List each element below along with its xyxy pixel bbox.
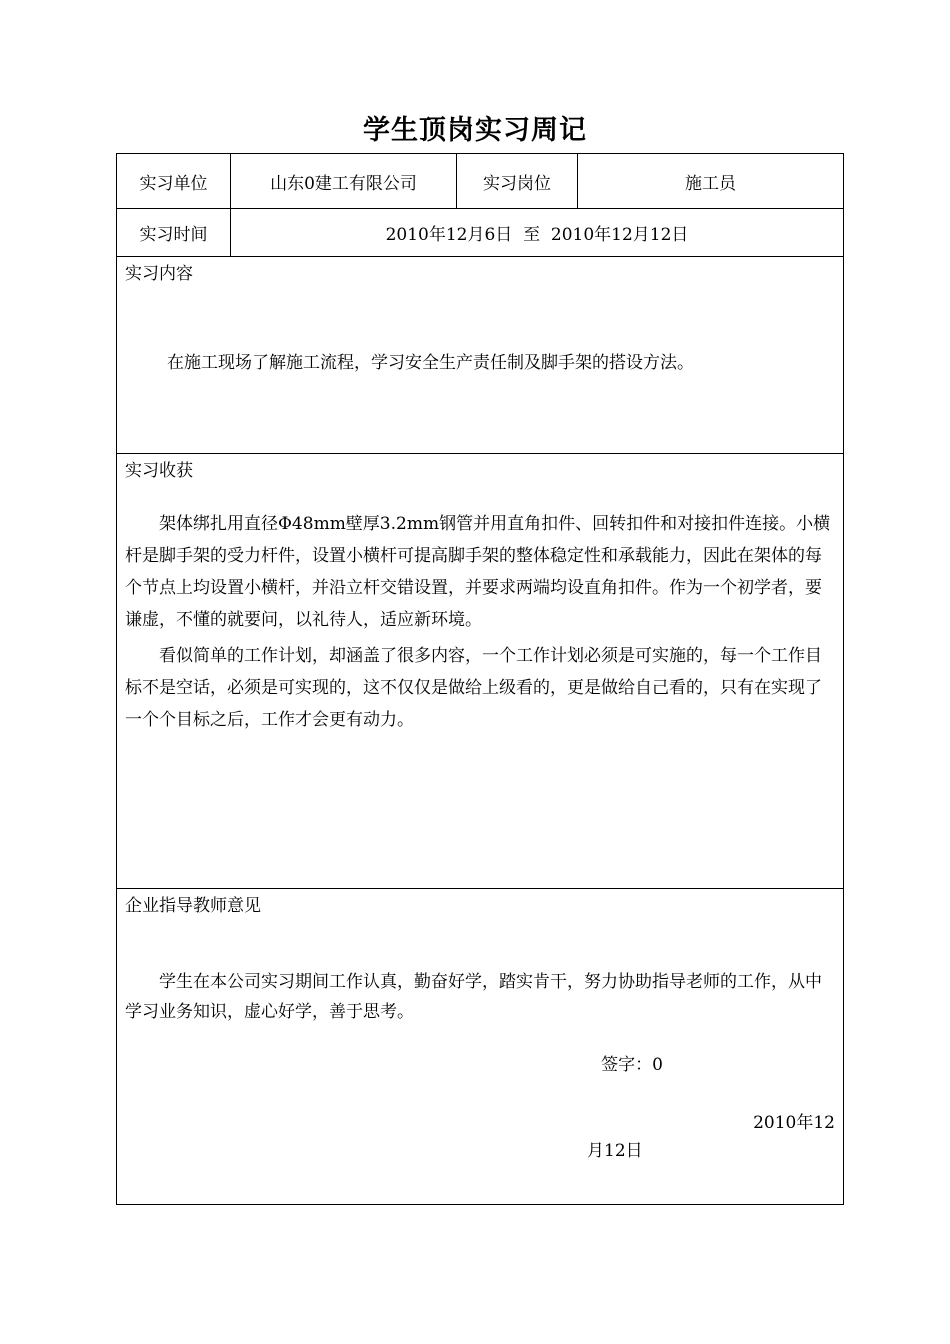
- opinion-date-line-1: 2010年12: [753, 1113, 835, 1133]
- opinion-label: 企业指导教师意见: [125, 896, 261, 916]
- post-label: 实习岗位: [457, 154, 578, 209]
- content-text: 在施工现场了解施工流程，学习安全生产责任制及脚手架的搭设方法。: [167, 353, 694, 373]
- content-row: [117, 257, 844, 454]
- unit-row: [117, 154, 844, 209]
- post-value: 施工员: [578, 154, 844, 209]
- opinion-date-line-2: 月12日: [587, 1141, 643, 1161]
- unit-label: 实习单位: [117, 154, 231, 209]
- page-title: 学生顶岗实习周记: [363, 115, 587, 146]
- unit-value: 山东0建工有限公司: [231, 154, 457, 209]
- time-row: [117, 209, 844, 257]
- gains-section: [117, 454, 844, 889]
- time-value: 2010年12月6日 至 2010年12月12日: [231, 209, 844, 257]
- gains-row: [117, 454, 844, 889]
- content-label: 实习内容: [125, 264, 193, 284]
- signature: 签字：0: [601, 1055, 663, 1075]
- opinion-section: [117, 889, 844, 1205]
- gains-paragraph-2: 看似简单的工作计划，却涵盖了很多内容，一个工作计划必须是可实施的，每一个工作目标不是空话，必须是可实现的，这不仅仅是做给上级看的，更是做给自己看的，只有在实现了一个个目标之后，工作才会更有动力。: [125, 646, 822, 730]
- opinion-text: 学生在本公司实习期间工作认真，勤奋好学，踏实肯干，努力协助指导老师的工作，从中学习业务知识，虚心好学，善于思考。: [125, 972, 822, 1022]
- opinion-row: [117, 889, 844, 1205]
- journal-form: [116, 153, 844, 1205]
- gains-label: 实习收获: [125, 461, 193, 481]
- gains-paragraph-1: 架体绑扎用直径Φ48mm壁厚3.2mm钢管并用直角扣件、回转扣件和对接扣件连接。小横杆是脚手架的受力杆件，设置小横杆可提高脚手架的整体稳定性和承载能力，因此在架体的每个节点上均设置小横杆，并沿立杆交错设置，并要求两端均设直角扣件。作为一个初学者，要谦虚，不懂的就要问，以礼待人，适应新环境。: [125, 514, 831, 630]
- time-label: 实习时间: [117, 209, 231, 257]
- content-section: [117, 257, 844, 454]
